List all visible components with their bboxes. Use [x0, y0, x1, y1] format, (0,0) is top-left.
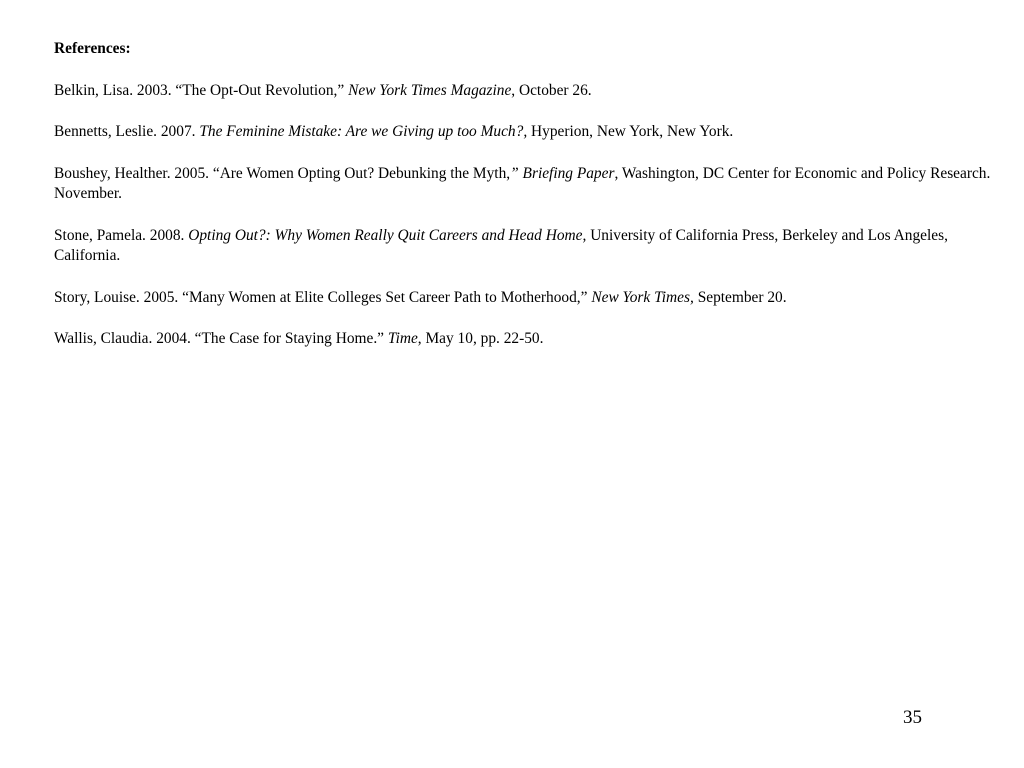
reference-title: New York Times, [591, 288, 694, 306]
reference-text: Story, Louise. 2005. “Many Women at Elite Colleges Set Career Path to Motherhood,” [54, 288, 592, 306]
reference-text: Boushey, Healther. 2005. “Are Women Opting Out? Debunking the Myth, [54, 164, 511, 182]
reference-entry [54, 329, 994, 350]
reference-text: Stone, Pamela. 2008. [54, 226, 189, 244]
reference-entry [54, 81, 994, 102]
reference-text: , Washington, DC Center for Economic and Policy Research. November. [54, 164, 991, 202]
reference-title: New York Times Magazine [348, 81, 512, 99]
reference-title: ” Briefing Paper [510, 164, 615, 182]
reference-entry [54, 288, 994, 309]
references-heading: References: [54, 40, 131, 57]
page-number: 35 [903, 707, 922, 728]
reference-text: Hyperion, New York, New York. [527, 123, 734, 140]
reference-text: , October 26. [511, 81, 592, 99]
reference-title: Time [387, 330, 418, 347]
reference-title: Opting Out?: Why Women Really Quit Careers and Head Home, [188, 226, 591, 244]
reference-text: University of California Press, Berkeley and Los Angeles, California. [54, 226, 948, 264]
reference-text: September 20. [693, 288, 787, 306]
reference-text: Bennetts, Leslie. 2007. [54, 123, 200, 140]
reference-text: Wallis, Claudia. 2004. “The Case for Staying Home.” [54, 330, 388, 347]
reference-text: , May 10, pp. 22-50. [417, 330, 544, 347]
references-section [54, 39, 994, 371]
reference-entry [54, 164, 994, 205]
reference-entry [54, 226, 994, 267]
reference-text: Belkin, Lisa. 2003. “The Opt-Out Revolution,” [54, 81, 349, 99]
reference-title: The Feminine Mistake: Are we Giving up too Much?, [199, 123, 528, 140]
reference-entry [54, 122, 994, 143]
